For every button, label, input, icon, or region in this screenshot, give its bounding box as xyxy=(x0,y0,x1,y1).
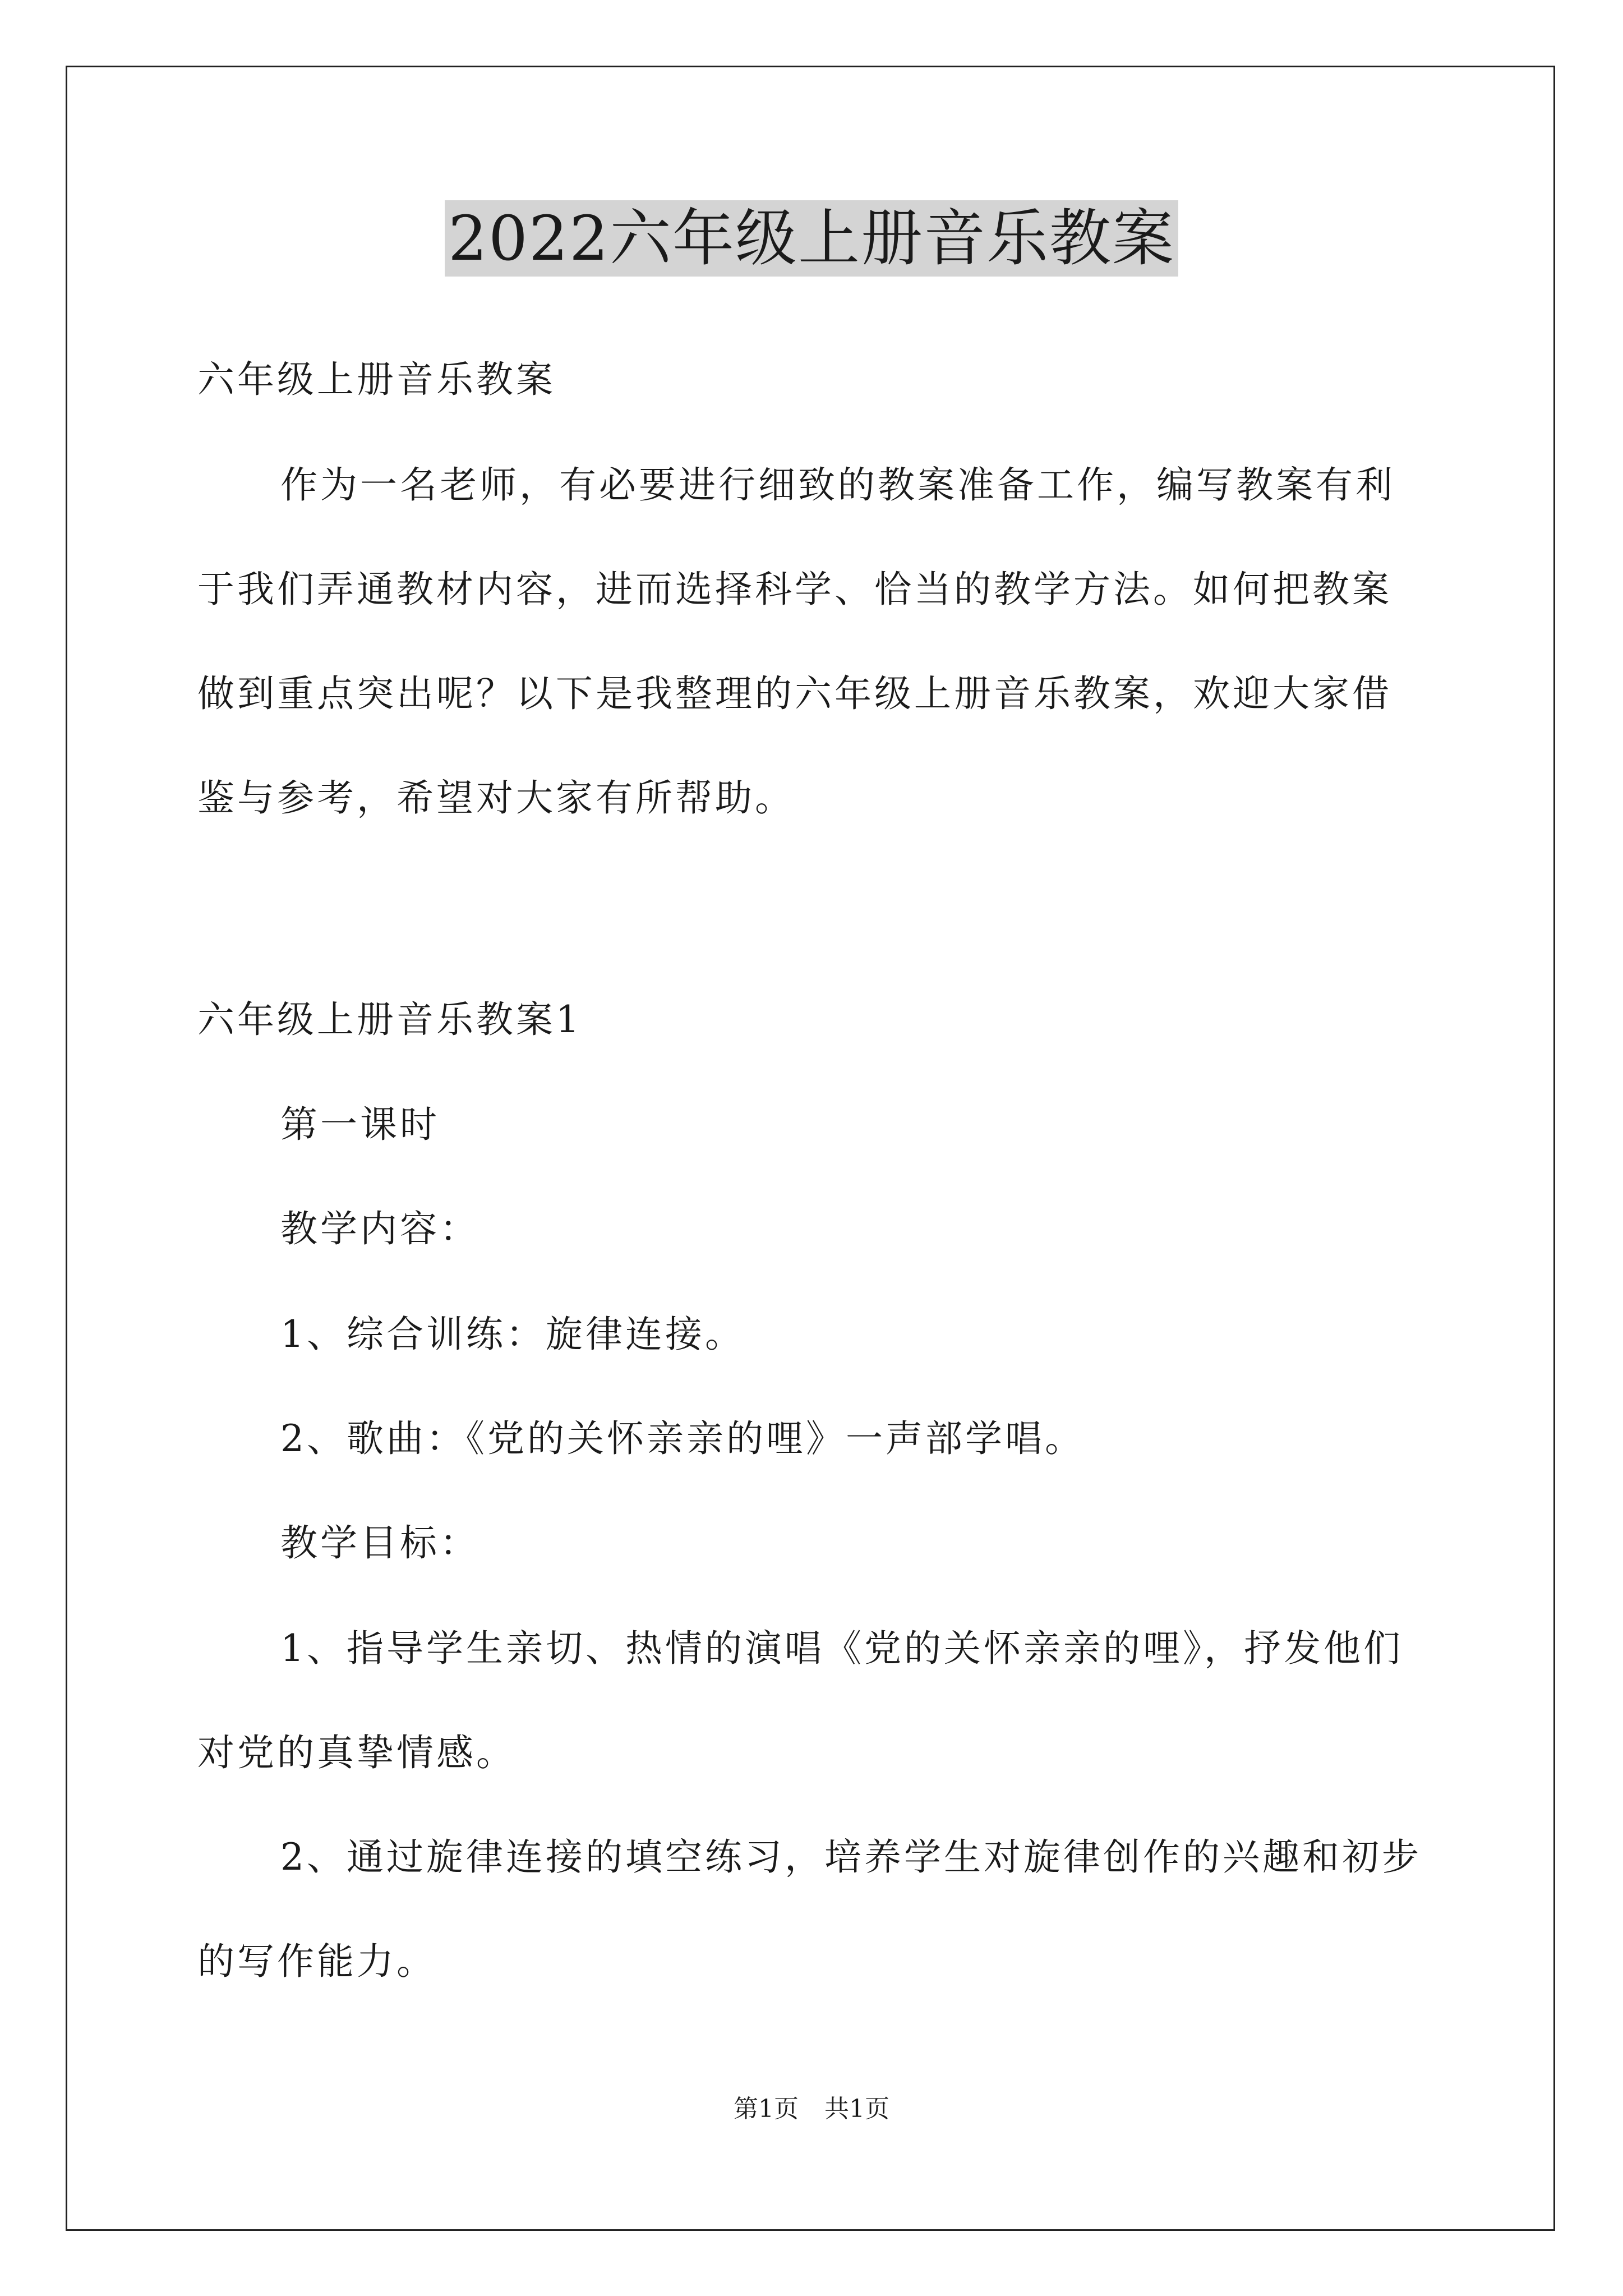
page-number: 第1页 xyxy=(734,2095,799,2123)
section-heading: 六年级上册音乐教案1 xyxy=(197,998,582,1041)
document-subtitle: 六年级上册音乐教案 xyxy=(197,358,556,401)
intro-line: 作为一名老师，有必要进行细致的教案准备工作，编写教案有利 xyxy=(280,463,1395,507)
goal-item-continued: 的写作能力。 xyxy=(197,1940,436,1983)
goal-item: 1、指导学生亲切、热情的演唱《党的关怀亲亲的哩》，抒发他们 xyxy=(280,1627,1403,1670)
page-footer xyxy=(0,2092,1623,2126)
document-title xyxy=(0,196,1623,280)
goals-label: 教学目标： xyxy=(280,1521,479,1565)
intro-line: 做到重点突出呢？以下是我整理的六年级上册音乐教案，欢迎大家借 xyxy=(197,672,1392,715)
content-item: 1、综合训练：旋律连接。 xyxy=(280,1313,745,1356)
content-item: 2、歌曲：《党的关怀亲亲的哩》一声部学唱。 xyxy=(280,1417,1085,1460)
content-label: 教学内容： xyxy=(280,1207,479,1250)
intro-line: 鉴与参考，希望对大家有所帮助。 xyxy=(197,776,795,820)
goal-item-continued: 对党的真挚情感。 xyxy=(197,1731,516,1774)
lesson-period: 第一课时 xyxy=(280,1103,440,1146)
intro-line: 于我们弄通教材内容，进而选择科学、恰当的教学方法。如何把教案 xyxy=(197,568,1392,611)
goal-item: 2、通过旋律连接的填空练习，培养学生对旋律创作的兴趣和初步 xyxy=(280,1835,1422,1879)
page-total: 共1页 xyxy=(824,2095,889,2123)
document-title-text: 2022六年级上册音乐教案 xyxy=(445,200,1178,277)
